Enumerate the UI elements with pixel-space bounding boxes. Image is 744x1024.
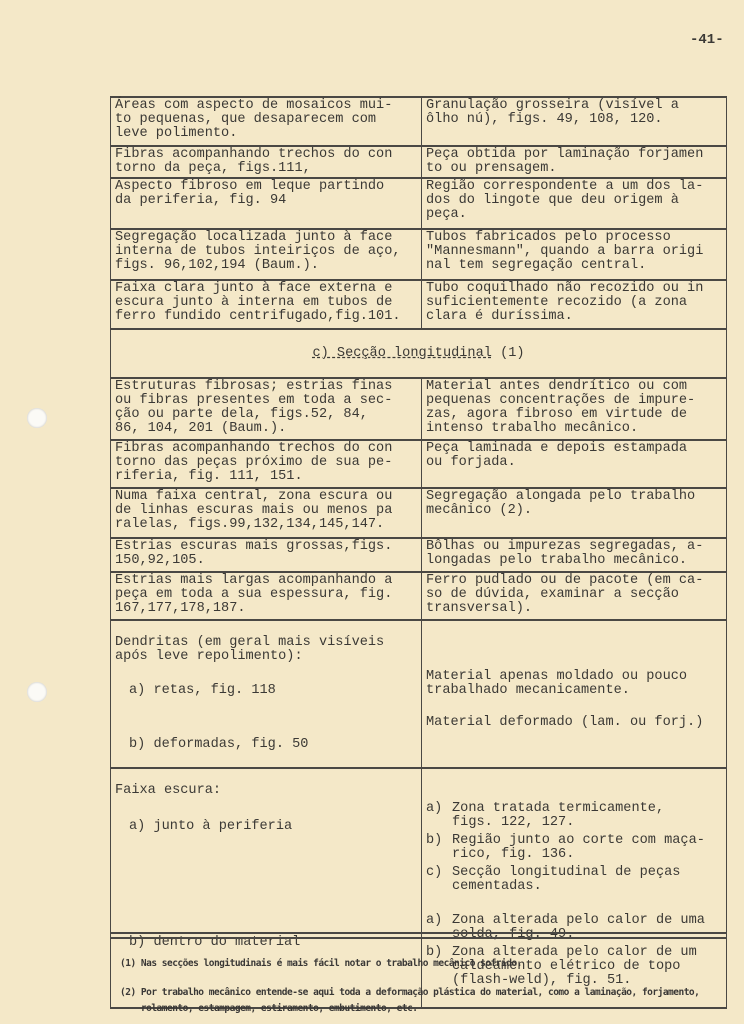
table-row [111, 538, 727, 572]
cell-right: Segregação alongada pelo trabalho mecânico (2). [422, 488, 727, 538]
footnote-1: (1) Nas secções longitudinais é mais fácil notar o trabalho mecânico sofrido. [120, 958, 522, 969]
dendritas-b-left: b) deformadas, fig. 50 [129, 737, 309, 752]
item-marker: a) [426, 801, 443, 816]
dendritas-row [111, 620, 727, 768]
item-text: Secção longitudinal de peças cementadas. [452, 865, 681, 894]
table-row [111, 178, 727, 229]
section-title: c) Secção longitudinal (1) [111, 329, 727, 378]
cell-left: Fibras acompanhando trechos do con torno da peça, figs.111, [111, 146, 422, 178]
footnote-2: (2) Por trabalho mecânico entende-se aqui toda a deformação plástica do material, como a laminação, forjamento, [120, 987, 700, 998]
list-item [426, 866, 722, 894]
item-text: Zona tratada termicamente, figs. 122, 127. [452, 801, 665, 830]
dendritas-b-right: Material deformado (lam. ou forj.) [426, 715, 704, 730]
footnote-2-cont: rolamento, estampagem, estiramento, embutimento, etc. [120, 1003, 418, 1014]
dendritas-a-left: a) retas, fig. 118 [129, 683, 276, 698]
faixa-row [111, 768, 727, 1008]
cell-right: Tubo coquilhado não recozido ou in suficientemente recozido (a zona clara é duríssima. [422, 280, 727, 329]
table-row [111, 572, 727, 620]
cell-left: Estrias escuras mais grossas,figs. 150,92,105. [111, 538, 422, 572]
punch-hole [27, 408, 47, 428]
table-row [111, 229, 727, 280]
table-end-rule [110, 932, 727, 939]
dendritas-a-right: Material apenas moldado ou pouco trabalhado mecanicamente. [426, 669, 688, 698]
cell-right: Bôlhas ou impurezas segregadas, a- longadas pelo trabalho mecânico. [422, 538, 727, 572]
section-header-row [111, 329, 727, 378]
item-marker: b) [426, 945, 443, 960]
characteristics-table [110, 96, 727, 1009]
item-text: Zona alterada pelo calor de um caldeamento elétrico de topo (flash-weld), fig. 51. [452, 945, 697, 988]
table-row [111, 378, 727, 440]
cell-left: Fibras acompanhando trechos do con torno das peças próximo de sua pe- riferia, fig. 111, 151. [111, 440, 422, 488]
table-row [111, 440, 727, 488]
item-marker: b) [426, 833, 443, 848]
page-number: -41- [690, 32, 724, 48]
item-marker: a) [426, 913, 443, 928]
cell-right: Material antes dendrítico ou com pequenas concentrações de impure- zas, agora fibroso em virtude de intenso trabalho mecânico. [422, 378, 727, 440]
cell-left: Estrias mais largas acompanhando a peça em toda a sua espessura, fig. 167,177,178,187. [111, 572, 422, 620]
cell-right: Peça laminada e depois estampada ou forjada. [422, 440, 727, 488]
cell-right: Tubos fabricados pelo processo "Mannesmann", quando a barra origi nal tem segregação central. [422, 229, 727, 280]
item-marker: c) [426, 865, 443, 880]
table-row [111, 488, 727, 538]
list-item [426, 834, 722, 862]
cell-right: Granulação grosseira (visível a ôlho nú), figs. 49, 108, 120. [422, 97, 727, 146]
cell-left: Numa faixa central, zona escura ou de linhas escuras mais ou menos pa ralelas, figs.99,132,134,145,147. [111, 488, 422, 538]
cell-right: Região correspondente a um dos la- dos do lingote que deu origem à peça. [422, 178, 727, 229]
item-text: Zona alterada pelo calor de uma solda, fig. 49. [452, 913, 705, 942]
cell-left: Segregação localizada junto à face interna de tubos inteiriços de aço, figs. 96,102,194 (Baum.). [111, 229, 422, 280]
punch-hole [27, 682, 47, 702]
table-row [111, 97, 727, 146]
table-row [111, 146, 727, 178]
cell-left: Áreas com aspecto de mosaicos mui- to pequenas, que desaparecem com leve polimento. [111, 97, 422, 146]
cell-right: Peça obtida por laminação forjamen to ou prensagem. [422, 146, 727, 178]
cell-left: Aspecto fibroso em leque partindo da periferia, fig. 94 [111, 178, 422, 229]
faixa-b-left: b) dentro do material [129, 935, 301, 950]
table-row [111, 280, 727, 329]
item-text: Região junto ao corte com maça- rico, fig. 136. [452, 833, 705, 862]
list-item [426, 802, 722, 830]
faixa-a-left: a) junto à periferia [129, 819, 293, 834]
cell-left: Faixa clara junto à face externa e escura junto à interna em tubos de ferro fundido centrifugado,fig.101. [111, 280, 422, 329]
faixa-heading: Faixa escura: [115, 783, 222, 798]
cell-left: Estruturas fibrosas; estrias finas ou fibras presentes em toda a sec- ção ou parte dela, figs.52, 84, 86, 104, 201 (Baum.). [111, 378, 422, 440]
cell-right: Ferro pudlado ou de pacote (em ca- so de dúvida, examinar a secção transversal). [422, 572, 727, 620]
dendritas-heading: Dendritas (em geral mais visíveis após leve repolimento): [115, 635, 385, 664]
